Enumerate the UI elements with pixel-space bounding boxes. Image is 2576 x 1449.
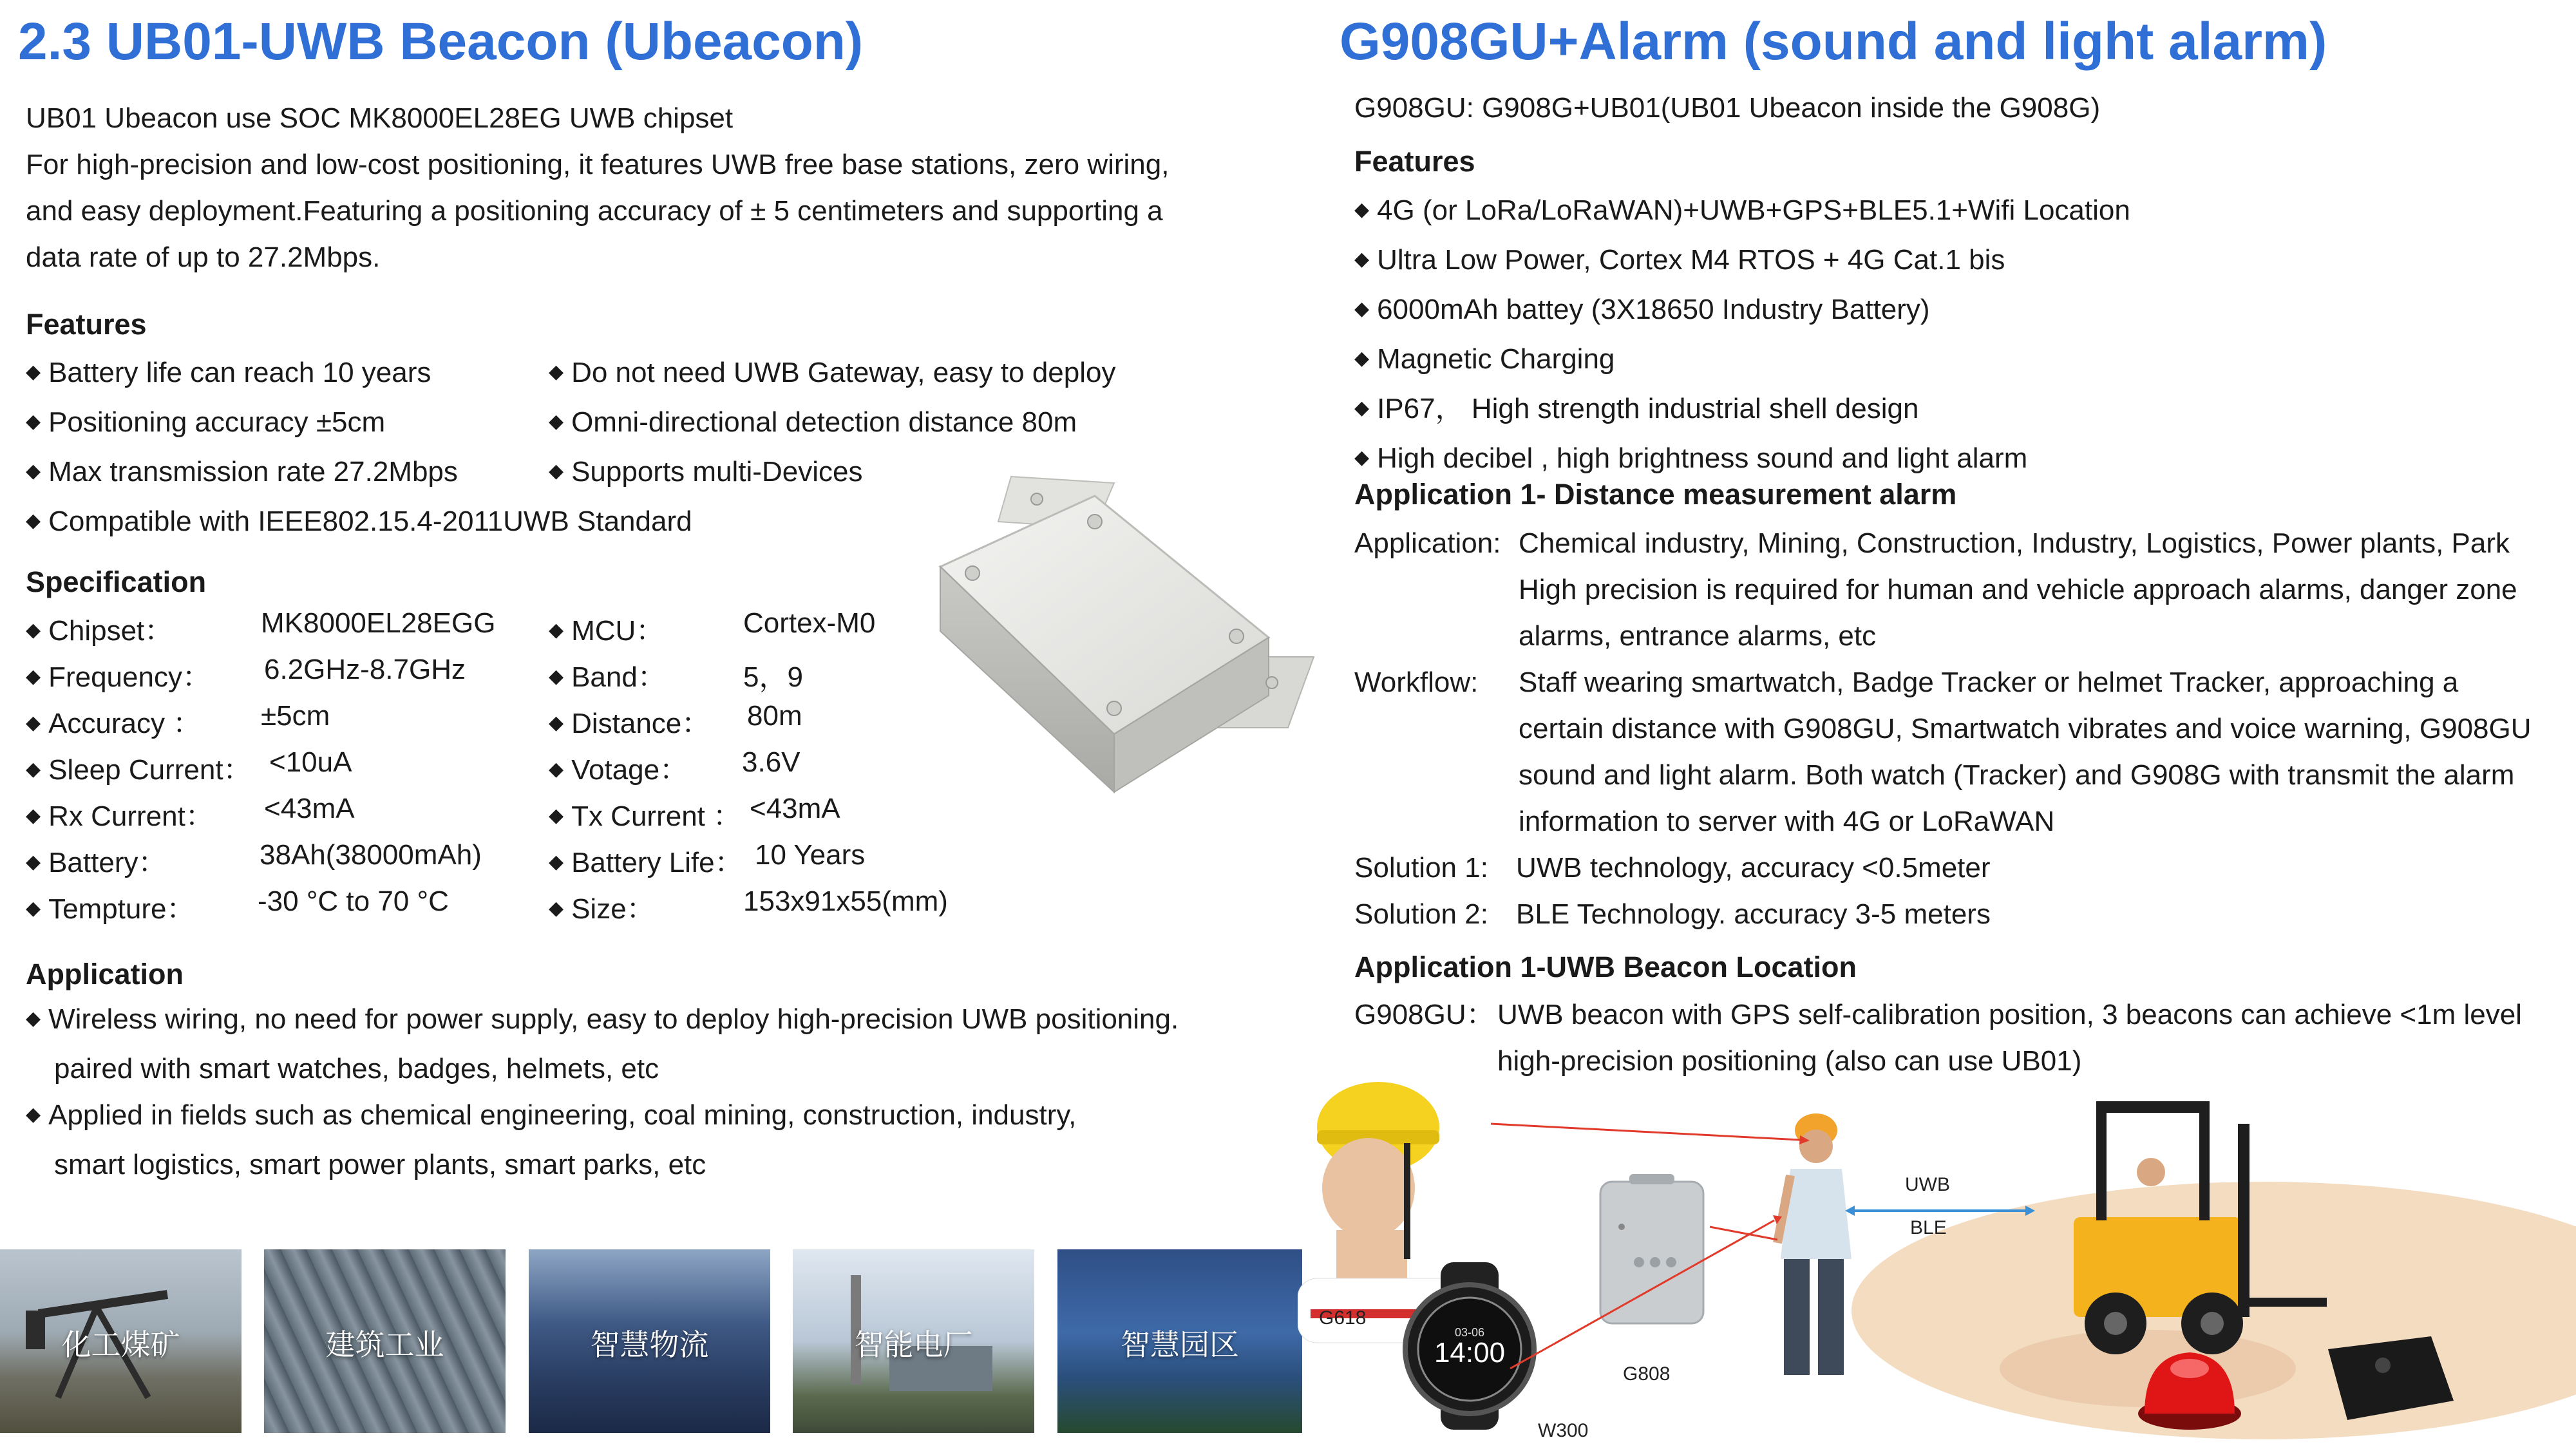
spec-label: ◆ Battery Life： <box>549 839 743 880</box>
feature-item: ◆ 4G (or LoRa/LoRaWAN)+UWB+GPS+BLE5.1+Wifi Location <box>1354 187 2130 237</box>
spec-label: ◆ Battery： <box>26 839 166 880</box>
g908gu-line: high-precision positioning (also can use UB01) <box>1497 1045 2082 1077</box>
g808-label: G808 <box>1623 1363 1671 1385</box>
tile-smart-logistics <box>529 1249 770 1433</box>
intro-line: UB01 Ubeacon use SOC MK8000EL28EG UWB chipset <box>26 102 734 134</box>
workflow-text <box>1519 659 2532 845</box>
tile-construction-industry <box>264 1249 506 1433</box>
spec-value: 3.6V <box>742 746 800 778</box>
left-intro <box>26 95 1169 281</box>
intro-line: data rate of up to 27.2Mbps. <box>26 242 381 273</box>
left-title: 2.3 UB01-UWB Beacon (Ubeacon) <box>18 12 864 71</box>
workflow-line: Staff wearing smartwatch, Badge Tracker or helmet Tracker, approaching a <box>1519 667 2459 698</box>
application-item-continued: paired with smart watches, badges, helmets, etc <box>54 1053 659 1084</box>
spec-label: ◆ Tempture： <box>26 886 195 927</box>
spec-value: <43mA <box>750 793 840 824</box>
solution2-text: BLE Technology. accuracy 3-5 meters <box>1516 898 1991 930</box>
spec-value: 80m <box>747 700 802 732</box>
spec-value: 153x91x55(mm) <box>743 886 948 917</box>
tile-label: 化工煤矿 <box>61 1327 180 1362</box>
spec-value: 6.2GHz-8.7GHz <box>264 654 466 685</box>
tile-smart-park <box>1057 1249 1302 1433</box>
right-subtitle: G908GU: G908G+UB01(UB01 Ubeacon inside the G908G) <box>1354 92 2101 124</box>
spec-label: ◆ Votage： <box>549 746 688 788</box>
spec-value: 5，9 <box>743 661 803 693</box>
application-line: High precision is required for human and vehicle approach alarms, danger zone <box>1519 574 2517 605</box>
application-item-continued: smart logistics, smart power plants, smart parks, etc <box>54 1149 706 1180</box>
workflow-line: sound and light alarm. Both watch (Tracker) and G908G with transmit the alarm <box>1519 759 2515 791</box>
application-item: ◆ Applied in fields such as chemical engineering, coal mining, construction, industry, <box>26 1092 1179 1142</box>
spec-value: <10uA <box>269 746 352 778</box>
spec-left-table <box>26 607 554 936</box>
spec-value: -30 °C to 70 °C <box>258 886 449 917</box>
solution1-label: Solution 1: <box>1354 852 1488 884</box>
g908gu-line: UWB beacon with GPS self-calibration position, 3 beacons can achieve <1m level <box>1497 999 2522 1030</box>
g908gu-label: G908GU： <box>1354 999 1495 1030</box>
spec-label: ◆ Size： <box>549 886 655 927</box>
intro-line: and easy deployment.Featuring a positioning accuracy of ± 5 centimeters and supporting a <box>26 195 1163 227</box>
spec-value: ±5cm <box>261 700 330 732</box>
tile-chemical-mining <box>0 1249 242 1433</box>
workflow-line: information to server with 4G or LoRaWAN <box>1519 806 2055 837</box>
spec-value: 10 Years <box>755 839 866 871</box>
feature-item: ◆ Compatible with IEEE802.15.4-2011UWB Standard <box>26 498 692 548</box>
spec-label: ◆ Rx Current： <box>26 793 214 834</box>
tile-label: 智能电厂 <box>854 1327 973 1362</box>
g618-label: G618 <box>1319 1307 1367 1329</box>
spec-label: ◆ MCU： <box>549 607 664 649</box>
right-features-list <box>1354 187 2130 485</box>
application-item: ◆ Wireless wiring, no need for power supply, easy to deploy high-precision UWB positioning. <box>26 996 1179 1046</box>
application-heading: Application <box>26 958 184 990</box>
feature-item: ◆ IP67， High strength industrial shell design <box>1354 386 2130 435</box>
feature-item: ◆ Magnetic Charging <box>1354 336 2130 386</box>
right-features-heading: Features <box>1354 145 1475 178</box>
spec-value: <43mA <box>264 793 355 824</box>
alert-arrow <box>1491 1124 1800 1140</box>
feature-item: ◆ Battery life can reach 10 years <box>26 350 692 399</box>
feature-item: ◆ Do not need UWB Gateway, easy to deploy <box>549 350 1116 399</box>
spec-label: ◆ Accuracy ： <box>26 700 201 741</box>
solution1-text: UWB technology, accuracy <0.5meter <box>1516 852 1991 884</box>
application-line: alarms, entrance alarms, etc <box>1519 620 1877 652</box>
spec-value: MK8000EL28EGG <box>261 607 496 639</box>
app2-heading: Application 1-UWB Beacon Location <box>1354 951 1857 983</box>
spec-label: ◆ Distance： <box>549 700 710 741</box>
spec-heading: Specification <box>26 565 207 598</box>
tile-label: 智慧物流 <box>590 1327 709 1362</box>
tile-label: 建筑工业 <box>325 1327 444 1362</box>
spec-label: ◆ Sleep Current： <box>26 746 252 788</box>
spec-label: ◆ Chipset： <box>26 607 173 649</box>
application-list <box>26 996 1179 1188</box>
app1-heading: Application 1- Distance measurement alarm <box>1354 478 1957 511</box>
workflow-line: certain distance with G908GU, Smartwatch vibrates and voice warning, G908GU <box>1519 713 2532 744</box>
feature-item: ◆ Positioning accuracy ±5cm <box>26 399 692 449</box>
spec-label: ◆ Band： <box>549 654 666 695</box>
spec-value: Cortex-M0 <box>743 607 876 639</box>
solution2-label: Solution 2: <box>1354 898 1488 930</box>
tile-smart-power-plant <box>793 1249 1034 1433</box>
worker-icon <box>1777 1113 1852 1375</box>
spec-value: 38Ah(38000mAh) <box>260 839 482 871</box>
application-label: Application: <box>1354 527 1501 559</box>
watch-time: 14:00 <box>1434 1337 1506 1368</box>
application-line: Chemical industry, Mining, Construction, Industry, Logistics, Power plants, Park <box>1519 527 2510 559</box>
workflow-label: Workflow: <box>1354 667 1479 698</box>
feature-item: ◆ Ultra Low Power, Cortex M4 RTOS + 4G Cat.1 bis <box>1354 237 2130 287</box>
watch-date: 03-06 <box>1454 1326 1485 1339</box>
scenario-illustration <box>1298 1066 2576 1449</box>
right-title: G908GU+Alarm (sound and light alarm) <box>1340 12 2327 71</box>
spec-label: ◆ Tx Current ： <box>549 793 741 834</box>
w300-label: W300 <box>1538 1420 1589 1441</box>
features-heading: Features <box>26 308 147 341</box>
feature-item: ◆ Supports multi-Devices <box>549 449 1116 498</box>
uwb-label: UWB <box>1905 1174 1950 1195</box>
feature-item: ◆ Max transmission rate 27.2Mbps <box>26 449 692 498</box>
spec-right-table <box>549 607 999 936</box>
feature-item: ◆ Omni-directional detection distance 80m <box>549 399 1116 449</box>
intro-line: For high-precision and low-cost positioning, it features UWB free base stations, zero wiring, <box>26 149 1170 180</box>
spec-label: ◆ Frequency： <box>26 654 211 695</box>
tile-label: 智慧园区 <box>1121 1327 1239 1362</box>
g808-badge-icon <box>1600 1174 1703 1323</box>
application-text <box>1519 520 2517 659</box>
feature-item: ◆ 6000mAh battey (3X18650 Industry Battery) <box>1354 287 2130 336</box>
feature-item: ◆ High decibel , high brightness sound and light alarm <box>1354 435 2130 485</box>
ble-label: BLE <box>1910 1217 1947 1238</box>
